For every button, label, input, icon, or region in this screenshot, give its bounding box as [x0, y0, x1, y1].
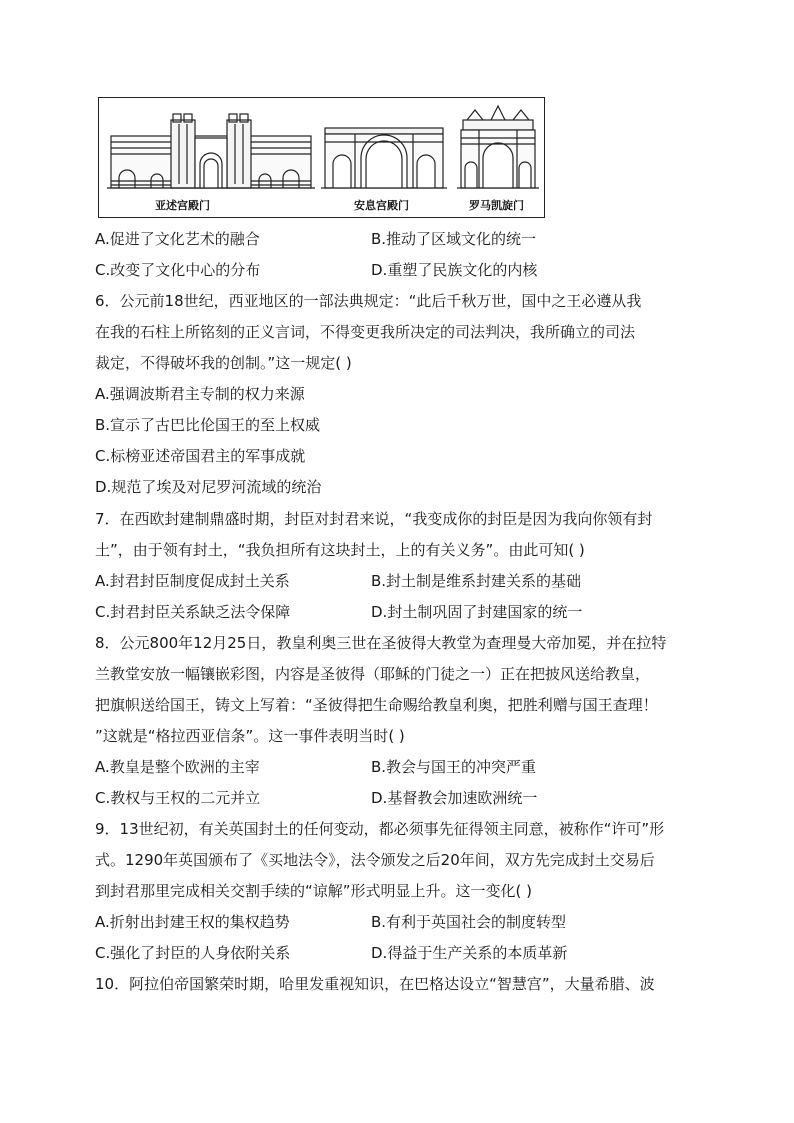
assyrian-gate-drawing: [107, 114, 315, 188]
q8-stem-line-2: 兰教堂安放一幅镶嵌彩图，内容是圣彼得（耶稣的门徒之一）正在把披风送给教皇，: [95, 665, 651, 683]
q10-stem-line-1: 10．阿拉伯帝国繁荣时期，哈里发重视知识，在巴格达设立“智慧宫”，大量希腊、波: [95, 975, 655, 993]
q7-stem-line-2: 土”，由于领有封土，“我负担所有这块封土，上的有关义务”。由此可知( ): [95, 541, 585, 559]
q9-option-c: C.强化了封臣的人身依附关系: [95, 944, 291, 962]
q8-option-c: C.教权与王权的二元并立: [95, 789, 261, 807]
q8-stem-line-4: ”这就是“格拉西亚信条”。这一事件表明当时( ): [95, 727, 405, 745]
q7-option-d: D.封土制巩固了封建国家的统一: [371, 603, 583, 621]
q8-stem-line-3: 把旗帜送给国王，铸文上写着：“圣彼得把生命赐给教皇利奥，把胜利赠与国王查理！: [95, 696, 658, 714]
q6-option-c: C.标榜亚述帝国君主的军事成就: [95, 447, 306, 465]
parthian-gate-drawing: [321, 128, 447, 188]
q6-stem-line-2: 在我的石柱上所铭刻的正义言词，不得变更我所决定的司法判决，我所确立的司法: [95, 323, 636, 341]
q6-option-d: D.规范了埃及对尼罗河流域的统治: [95, 478, 322, 496]
caption-roman-arch: 罗马凯旋门: [469, 199, 524, 212]
q9-option-a: A.折射出封建王权的集权趋势: [95, 913, 290, 931]
q5-option-b: B.推动了区域文化的统一: [371, 230, 537, 248]
q8-option-b: B.教会与国王的冲突严重: [371, 758, 537, 776]
q6-stem-line-1: 6．公元前18世纪，西亚地区的一部法典规定：“此后千秋万世，国中之王必遵从我: [95, 292, 642, 310]
q5-option-c: C.改变了文化中心的分布: [95, 261, 261, 279]
q9-option-b: B.有利于英国社会的制度转型: [371, 913, 567, 931]
q7-stem-line-1: 7．在西欧封建制鼎盛时期，封臣对封君来说，“我变成你的封臣是因为我向你领有封: [95, 510, 653, 528]
q9-option-d: D.得益于生产关系的本质革新: [371, 944, 568, 962]
q8-option-a: A.教皇是整个欧洲的主宰: [95, 758, 260, 776]
q8-option-d: D.基督教会加速欧洲统一: [371, 789, 538, 807]
q6-option-b: B.宣示了古巴比伦国王的至上权威: [95, 416, 321, 434]
q9-stem-line-1: 9．13世纪初，有关英国封土的任何变动，都必须事先征得领主同意，被称作“许可”形: [95, 820, 665, 838]
caption-parthian-gate: 安息宫殿门: [354, 199, 409, 212]
q7-option-c: C.封君封臣关系缺乏法令保障: [95, 603, 291, 621]
caption-assyrian-gate: 亚述宫殿门: [155, 199, 210, 212]
q5-option-a: A.促进了文化艺术的融合: [95, 230, 260, 248]
q9-stem-line-3: 到封君那里完成相关交割手续的“谅解”形式明显上升。这一变化( ): [95, 882, 533, 900]
q9-stem-line-2: 式。1290年英国颁布了《买地法令》，法令颁发之后20年间，双方先完成封土交易后: [95, 851, 655, 869]
q7-option-a: A.封君封臣制度促成封土关系: [95, 572, 290, 590]
q6-stem-line-3: 裁定，不得破坏我的创制。”这一规定( ): [95, 354, 352, 372]
q5-option-d: D.重塑了民族文化的内核: [371, 261, 538, 279]
q6-option-a: A.强调波斯君主专制的权力来源: [95, 385, 305, 403]
roman-arch-drawing: [457, 106, 539, 188]
gates-figure: [98, 97, 545, 218]
q7-option-b: B.封土制是维系封建关系的基础: [371, 572, 582, 590]
q8-stem-line-1: 8．公元800年12月25日，教皇利奥三世在圣彼得大教堂为查理曼大帝加冕，并在拉特: [95, 634, 667, 652]
